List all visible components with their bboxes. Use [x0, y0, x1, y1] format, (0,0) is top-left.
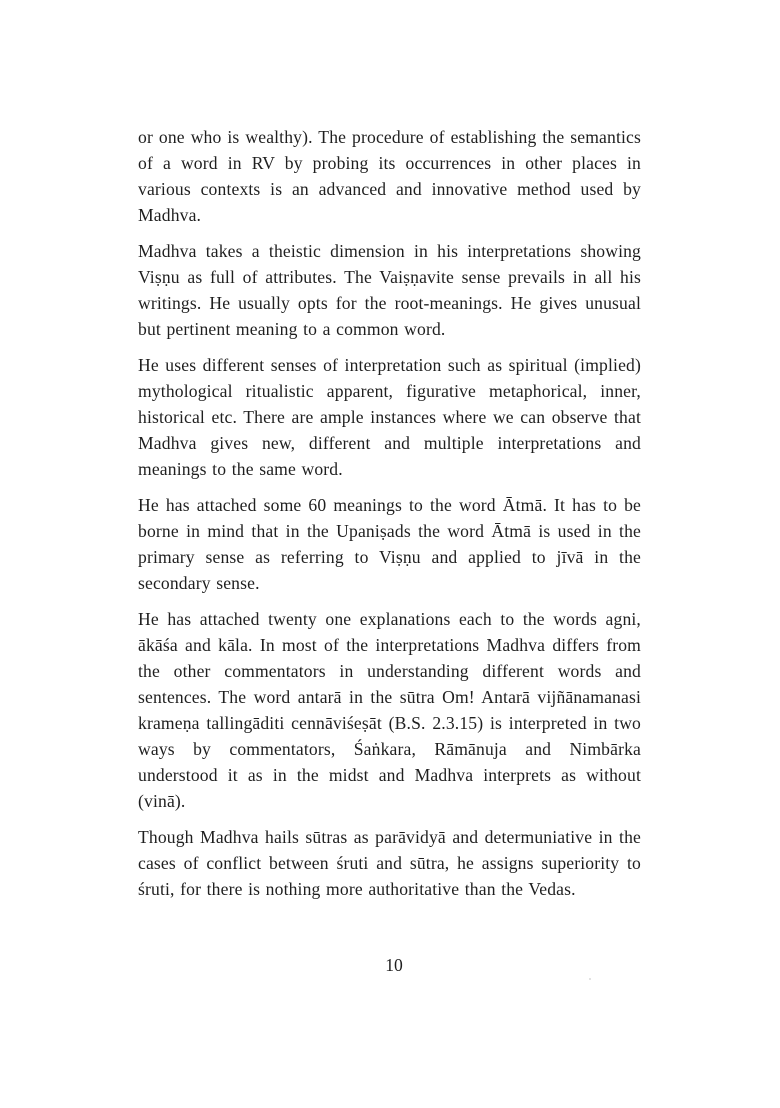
page-body — [138, 124, 641, 912]
page-number: 10 — [385, 955, 403, 975]
paragraph-sutras-and-sruti: Though Madhva hails sūtras as parāvidyā and determuniative in the cases of conflict between śruti and sūtra, he assigns superiority to śruti, for there is nothing more authoritative than the Vedas. — [138, 827, 641, 899]
paragraph-senses-of-interpretation: He uses different senses of interpretation such as spiritual (implied) mythological ritualistic apparent, figurative metaphorical, inner, historical etc. There are ample instances where we can observe that Madhva gives new, different and multiple interpretations and meanings to the same word. — [138, 355, 641, 479]
scan-speck-decoration — [589, 978, 591, 980]
paragraph-twenty-one-explanations: He has attached twenty one explanations each to the words agni, ākāśa and kāla. In most of the interpretations Madhva differs from the other commentators in understanding different words and sentences. The word antarā in the sūtra Om! Antarā vijñānamanasi krameṇa tallingāditi cennāviśeṣāt (B.S. 2.3.15) is interpreted in two ways by commentators, Śaṅkara, Rāmānuja and Nimbārka understood it as in the midst and Madhva interprets as without (vinā). — [138, 609, 641, 811]
paragraph-meanings-of-atma: He has attached some 60 meanings to the word Ātmā. It has to be borne in mind that in the Upaniṣads the word Ātmā is used in the primary sense as referring to Viṣṇu and applied to jīvā in the secondary sense. — [138, 495, 641, 593]
paragraph-semantics-method: or one who is wealthy). The procedure of establishing the semantics of a word in RV by probing its occurrences in other places in various contexts is an advanced and innovative method used by Madhva. — [138, 127, 641, 225]
paragraph-theistic-dimension: Madhva takes a theistic dimension in his interpretations showing Viṣṇu as full of attributes. The Vaiṣṇavite sense prevails in all his writings. He usually opts for the root-meanings. He gives unusual but pertinent meaning to a common word. — [138, 241, 641, 339]
